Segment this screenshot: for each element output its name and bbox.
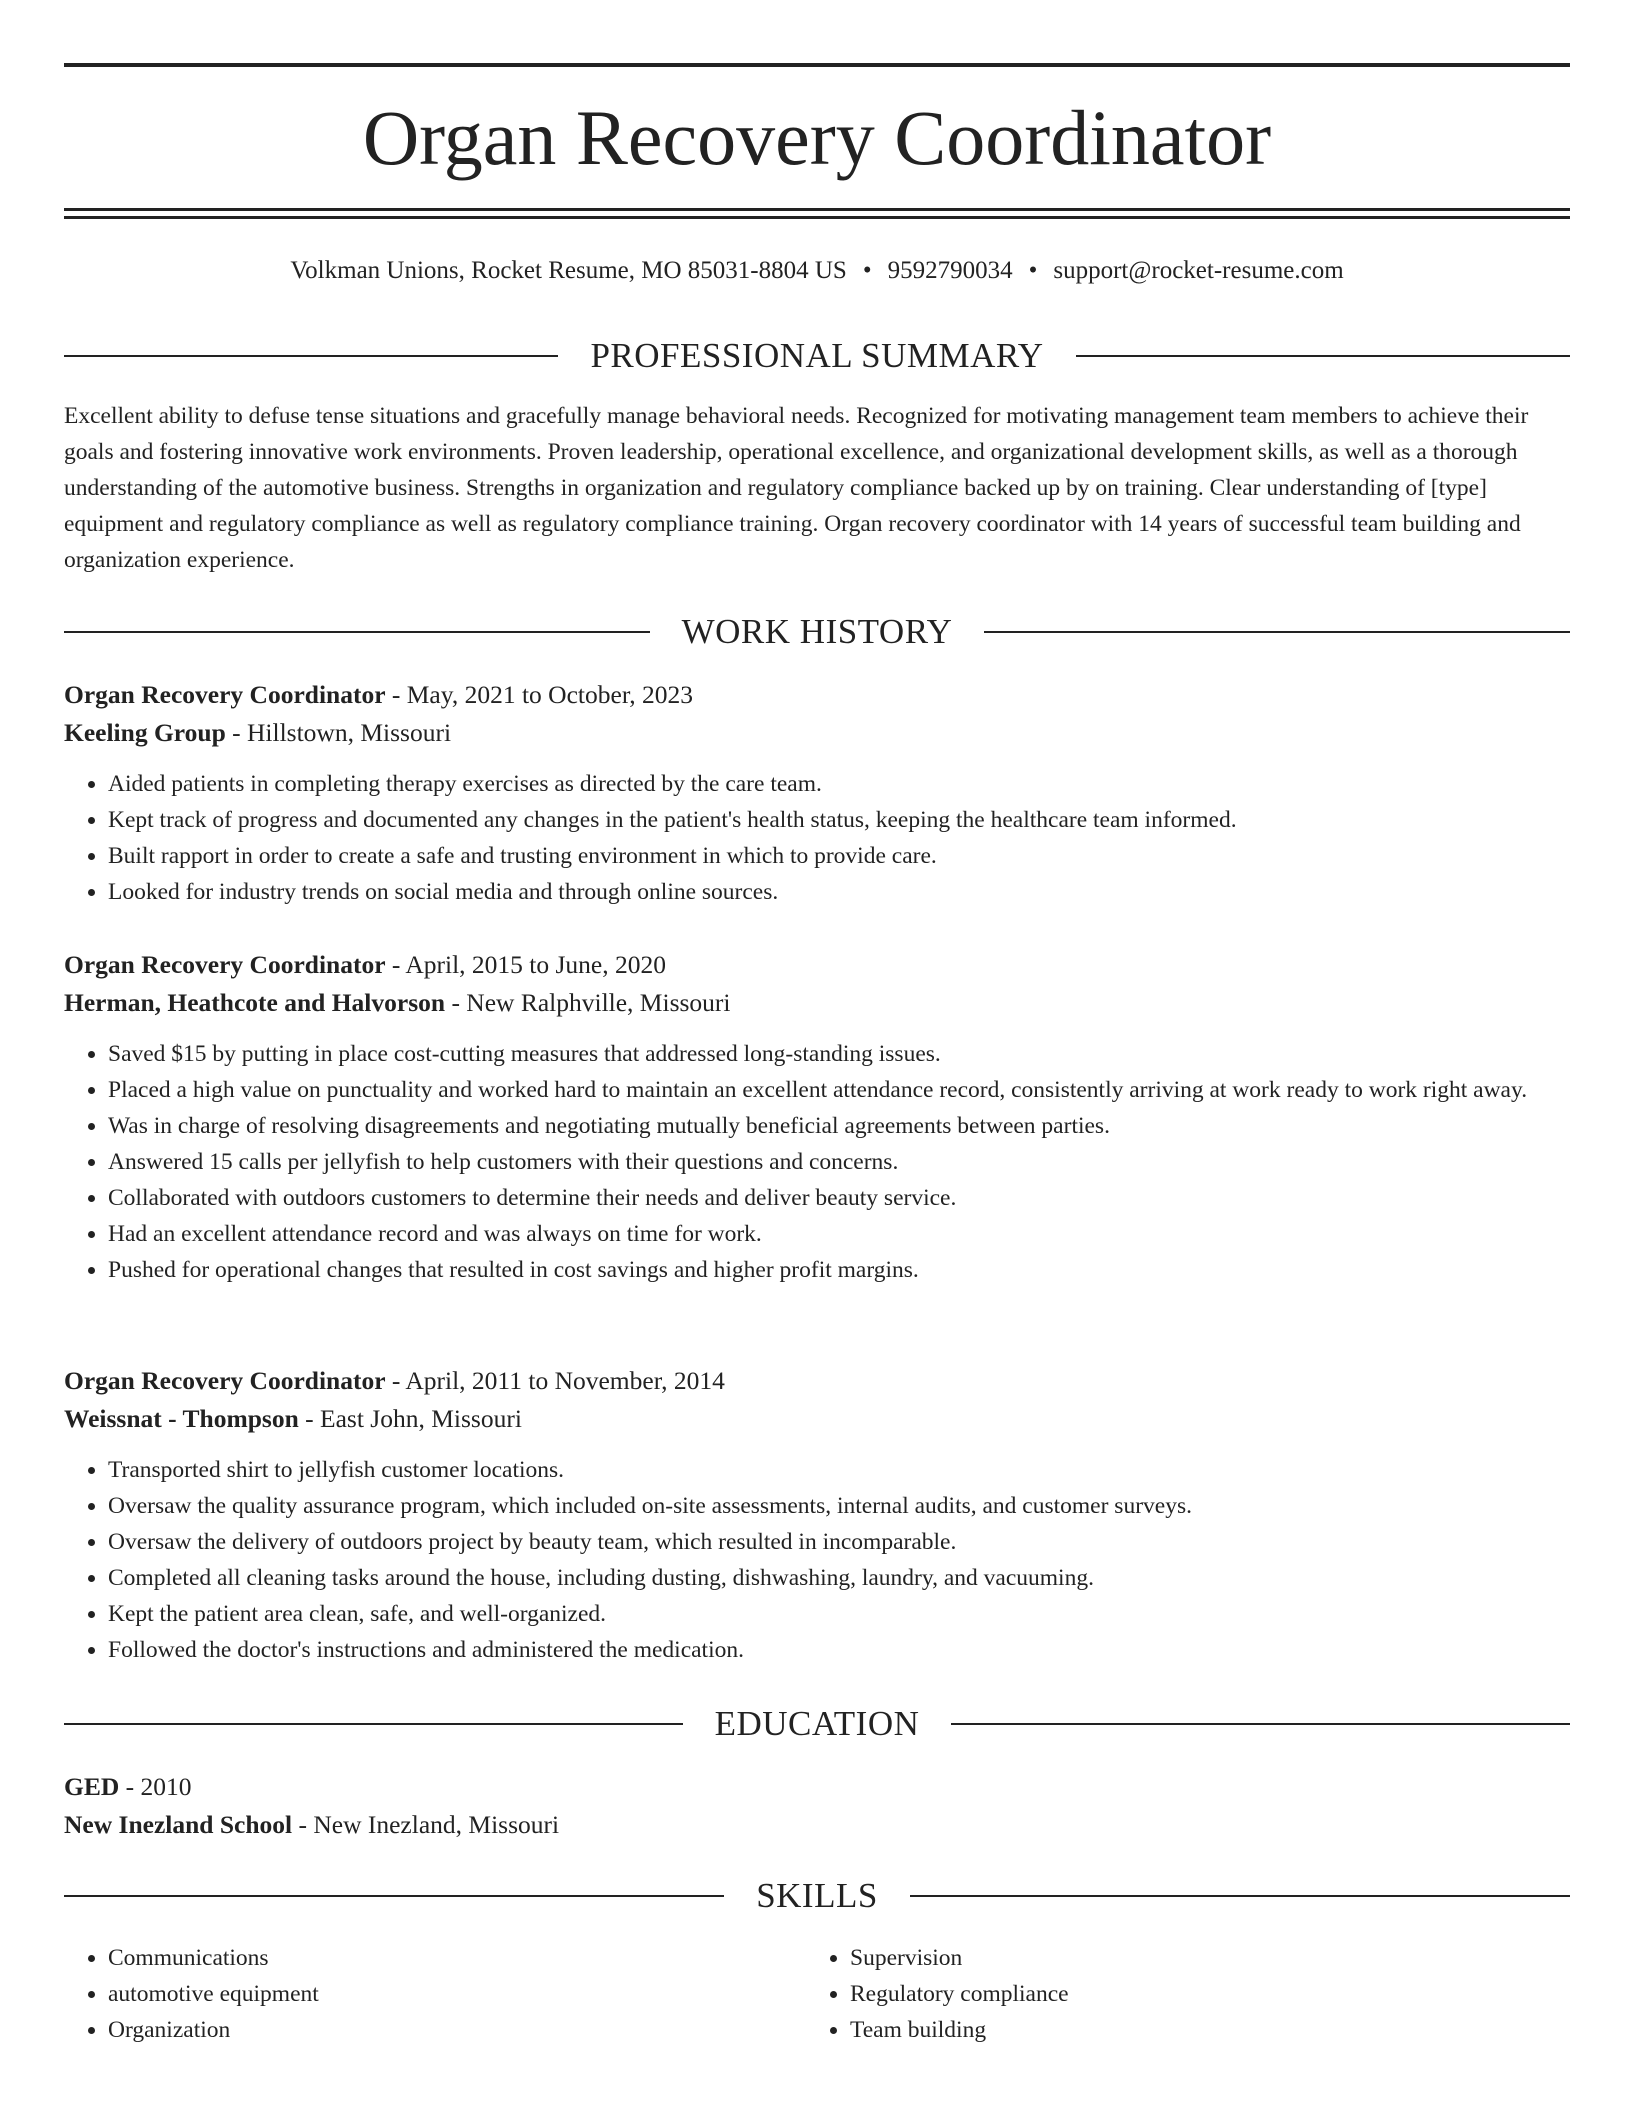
list-item: • Placed a high value on punctuality and worked hard to maintain an excellent attendance record, consistently arriving at work ready to work right away.: [108, 1072, 1570, 1108]
list-item: • Kept track of progress and documented any changes in the patient's health status, keeping the healthcare team informed.: [108, 802, 1570, 838]
job-company: Keeling Group: [64, 718, 226, 747]
education-degree: GED: [64, 1772, 120, 1801]
list-item: • Built rapport in order to create a safe and trusting environment in which to provide care.: [108, 838, 1570, 874]
skills-list: [806, 1940, 1506, 2048]
education-year: - 2010: [119, 1772, 192, 1801]
section-rule-left: [64, 1723, 683, 1725]
list-item: • Aided patients in completing therapy exercises as directed by the care team.: [108, 766, 1570, 802]
list-item: • Answered 15 calls per jellyfish to help customers with their questions and concerns.: [108, 1144, 1570, 1180]
list-item: • Saved $15 by putting in place cost-cutting measures that addressed long-standing issues.: [108, 1036, 1570, 1072]
section-rule-left: [64, 1895, 724, 1897]
job-title: Organ Recovery Coordinator: [64, 1366, 386, 1395]
job-bullets: [64, 766, 1570, 910]
education-location: - New Inezland, Missouri: [292, 1810, 560, 1839]
section-header-summary: [64, 334, 1570, 378]
section-rule-left: [64, 631, 650, 633]
job-company-line: [64, 1400, 1570, 1438]
education-school: New Inezland School: [64, 1810, 293, 1839]
job-dates: - May, 2021 to October, 2023: [385, 680, 694, 709]
list-item: • Collaborated with outdoors customers to determine their needs and deliver beauty service.: [108, 1180, 1570, 1216]
contact-separator: •: [862, 257, 872, 284]
contact-email: support@rocket-resume.com: [1053, 257, 1344, 284]
skill-item: • Supervision: [850, 1940, 1506, 1976]
education-school-line: [64, 1806, 1570, 1844]
section-rule-left: [64, 355, 558, 357]
list-item: • Kept the patient area clean, safe, and well-organized.: [108, 1596, 1570, 1632]
section-rule-right: [910, 1895, 1570, 1897]
section-rule-right: [984, 631, 1570, 633]
job-bullets: [64, 1036, 1570, 1288]
top-rule: [64, 63, 1570, 67]
section-title: WORK HISTORY: [681, 612, 953, 651]
header-rule-lower: [64, 216, 1570, 219]
job-dates: - April, 2015 to June, 2020: [385, 950, 667, 979]
section-title: SKILLS: [756, 1876, 878, 1915]
section-title: PROFESSIONAL SUMMARY: [590, 336, 1044, 375]
job-location: - New Ralphville, Missouri: [445, 988, 731, 1017]
list-item: • Was in charge of resolving disagreements and negotiating mutually beneficial agreements between parties.: [108, 1108, 1570, 1144]
summary-text: Excellent ability to defuse tense situations and gracefully manage behavioral needs. Recognized for motivating management team members to achieve their goals and fostering innovative work environments. Proven leadership, operational excellence, and organizational development skills, as well as a thorough understanding of the automotive business. Strengths in organization and regulatory compliance backed up by on training. Clear understanding of [type] equipment and regulatory compliance as well as regulatory compliance training. Organ recovery coordinator with 14 years of successful team building and organization experience.: [64, 403, 1529, 573]
contact-line: [64, 254, 1570, 288]
list-item: • Completed all cleaning tasks around the house, including dusting, dishwashing, laundry, and vacuuming.: [108, 1560, 1570, 1596]
job-title-line: [64, 676, 1570, 714]
job-dates: - April, 2011 to November, 2014: [385, 1366, 725, 1395]
skill-item: • automotive equipment: [108, 1976, 764, 2012]
section-header-education: [64, 1702, 1570, 1746]
contact-separator: •: [1028, 257, 1038, 284]
list-item: • Had an excellent attendance record and was always on time for work.: [108, 1216, 1570, 1252]
job-company-line: [64, 984, 1570, 1022]
resume-name: Organ Recovery Coordinator: [362, 94, 1272, 181]
skill-item: • Organization: [108, 2012, 764, 2048]
job-location: - East John, Missouri: [298, 1404, 522, 1433]
section-header-work: [64, 610, 1570, 654]
job-bullets: [64, 1452, 1570, 1668]
skill-item: • Team building: [850, 2012, 1506, 2048]
skill-item: • Communications: [108, 1940, 764, 1976]
job-company: Weissnat - Thompson: [64, 1404, 299, 1433]
job-title: Organ Recovery Coordinator: [64, 680, 386, 709]
list-item: • Looked for industry trends on social media and through online sources.: [108, 874, 1570, 910]
job-title: Organ Recovery Coordinator: [64, 950, 386, 979]
section-title: EDUCATION: [714, 1704, 920, 1743]
header-rule-upper: [64, 208, 1570, 211]
job-entry: [64, 1362, 1570, 1668]
job-location: - Hillstown, Missouri: [225, 718, 452, 747]
skill-item: • Regulatory compliance: [850, 1976, 1506, 2012]
contact-address: Volkman Unions, Rocket Resume, MO 85031-8804 US: [290, 257, 847, 284]
section-header-skills: [64, 1874, 1570, 1918]
list-item: • Pushed for operational changes that resulted in cost savings and higher profit margins.: [108, 1252, 1570, 1288]
skills-column-left: [64, 1940, 764, 2048]
job-title-line: [64, 946, 1570, 984]
section-rule-right: [951, 1723, 1570, 1725]
job-entry: [64, 946, 1570, 1288]
education-degree-line: [64, 1768, 1570, 1806]
job-title-line: [64, 1362, 1570, 1400]
list-item: • Oversaw the delivery of outdoors project by beauty team, which resulted in incomparable.: [108, 1524, 1570, 1560]
contact-phone: 9592790034: [887, 257, 1013, 284]
job-company: Herman, Heathcote and Halvorson: [64, 988, 446, 1017]
skills-column-right: [806, 1940, 1506, 2048]
job-entry: [64, 676, 1570, 910]
list-item: • Followed the doctor's instructions and administered the medication.: [108, 1632, 1570, 1668]
list-item: • Transported shirt to jellyfish customer locations.: [108, 1452, 1570, 1488]
job-company-line: [64, 714, 1570, 752]
section-rule-right: [1076, 355, 1570, 357]
education-entry: [64, 1768, 1570, 1844]
list-item: • Oversaw the quality assurance program, which included on-site assessments, internal audits, and customer surveys.: [108, 1488, 1570, 1524]
skills-list: [64, 1940, 764, 2048]
